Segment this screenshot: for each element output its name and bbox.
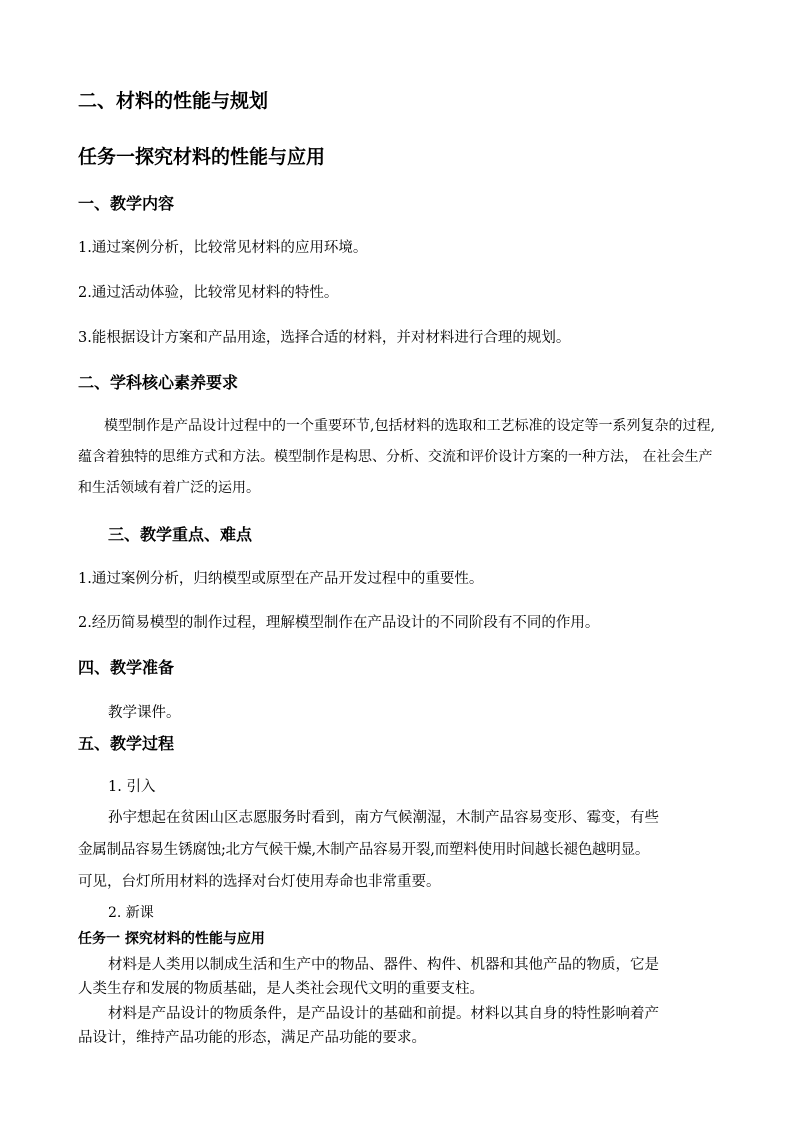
core-literacy-heading: 二、学科核心素养要求 [78,373,239,392]
new-lesson-label: 2. 新课 [108,905,154,921]
new-lesson-line: 人类生存和发展的物质基础，是人类社会现代文明的重要支柱。 [78,981,484,997]
task-title: 任务一探究材料的性能与应用 [78,146,326,168]
key-points-item: 2.经历简易模型的制作过程，理解模型制作在产品设计的不同阶段有不同的作用。 [78,615,600,631]
teaching-content-item: 3.能根据设计方案和产品用途，选择合适的材料，并对材料进行合理的规划。 [78,330,571,346]
preparation-text: 教学课件。 [108,705,181,721]
new-lesson-task-heading: 任务一 探究材料的性能与应用 [78,931,265,947]
new-lesson-line: 材料是人类用以制成生活和生产中的物品、器件、构件、机器和其他产品的物质，它是 [108,957,659,973]
core-literacy-line: 模型制作是产品设计过程中的一个重要环节,包括材料的选取和工艺标准的设定等一系列复杂的过程, [104,418,715,434]
teaching-content-heading: 一、教学内容 [78,194,175,213]
key-points-heading: 三、教学重点、难点 [108,525,253,544]
section-title: 二、材料的性能与规划 [78,90,269,112]
core-literacy-line: 蕴含着独特的思维方式和方法。模型制作是构思、分析、交流和评价设计方案的一种方法， 在社会生产 [78,449,713,465]
teaching-content-item: 1.通过案例分析，比较常见材料的应用环境。 [78,240,368,256]
teaching-content-item: 2.通过活动体验，比较常见材料的特性。 [78,285,339,301]
intro-line: 金属制品容易生锈腐蚀;北方气候干燥,木制产品容易开裂,而塑料使用时间越长褪色越明显。 [78,842,650,858]
intro-line: 可见，台灯所用材料的选择对台灯使用寿命也非常重要。 [78,874,441,890]
process-heading: 五、教学过程 [78,734,175,753]
key-points-item: 1.通过案例分析，归纳模型或原型在产品开发过程中的重要性。 [78,571,484,587]
preparation-heading: 四、教学准备 [78,658,175,677]
new-lesson-line: 材料是产品设计的物质条件，是产品设计的基础和前提。材料以其自身的特性影响着产 [108,1006,659,1022]
core-literacy-line: 和生活领域有着广泛的运用。 [78,480,260,496]
intro-line: 孙宇想起在贫困山区志愿服务时看到，南方气候潮湿，木制产品容易变形、霉变，有些 [108,810,659,826]
intro-label: 1. 引入 [108,779,156,795]
new-lesson-line: 品设计，维持产品功能的形态，满足产品功能的要求。 [78,1030,426,1046]
